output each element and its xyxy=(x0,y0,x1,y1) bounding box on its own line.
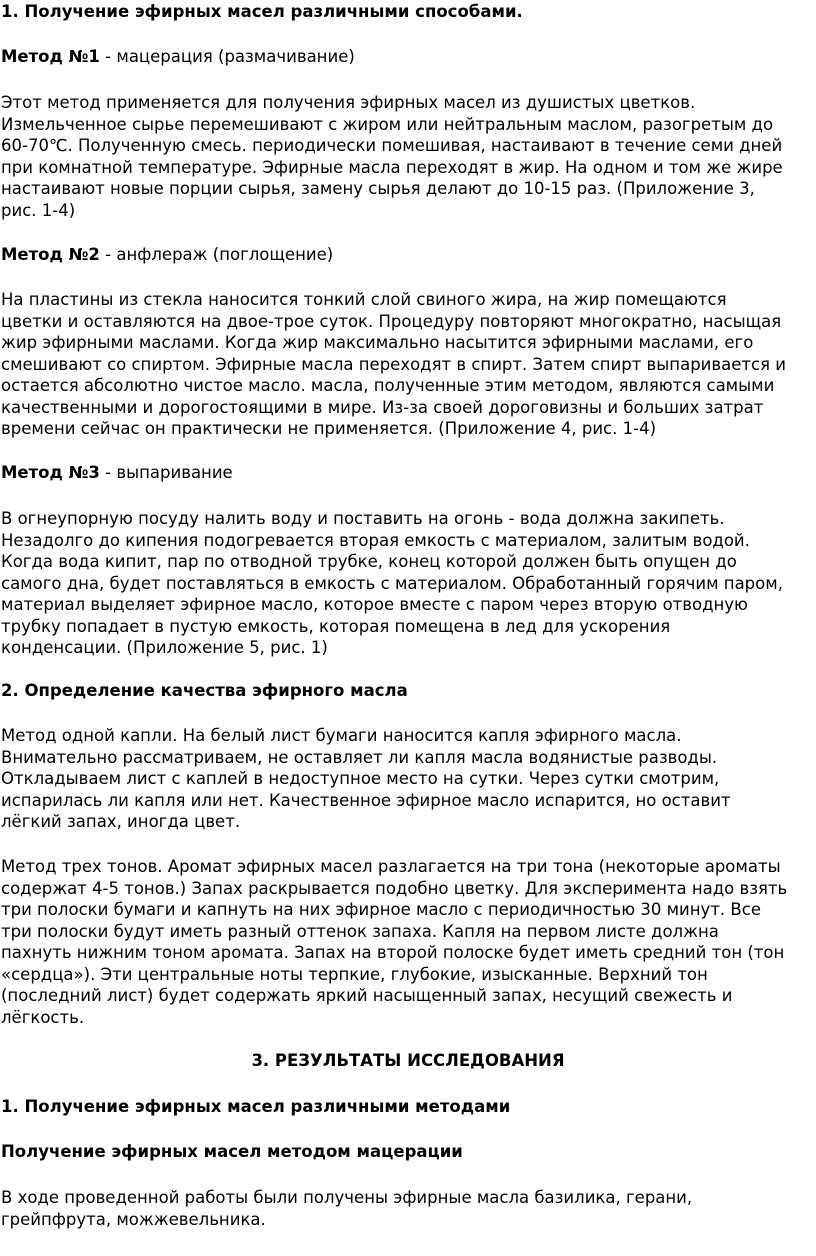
method-1-paragraph xyxy=(1,92,813,221)
text-line: самого дна, будет поставляться в емкость с материалом. Обработанный горячим паром, xyxy=(1,573,783,593)
text-line: пахнуть нижним тоном аромата. Запах на второй полоске будет иметь средний тон (тон xyxy=(1,943,785,962)
text-line: Метод трех тонов. Аромат эфирных масел разлагается на три тона (некоторые ароматы xyxy=(1,857,781,876)
method-2-heading xyxy=(1,244,813,266)
text-line: «сердца»). Эти центральные ноты терпкие, глубокие, изысканные. Верхний тон xyxy=(1,964,708,984)
text-line: 60-70℃. Полученную смесь. периодически помешивая, настаивают в течение семи дней xyxy=(1,136,783,155)
text-line: конденсации. (Приложение 5, рис. 1) xyxy=(1,638,328,657)
text-line: Метод одной капли. На белый лист бумаги наносится капля эфирного масла. xyxy=(1,726,682,745)
text-line: времени сейчас он практически не применяется. (Приложение 4, рис. 1-4) xyxy=(1,419,657,438)
method-1-label: Метод №1 xyxy=(1,47,100,66)
method-3-label: Метод №3 xyxy=(1,463,100,482)
text-line: три полоски бумаги и капнуть на них эфирное масло с периодичностью 30 минут. Все xyxy=(1,900,761,919)
text-line: остается абсолютно чистое масло. масла, полученные этим методом, являются самыми xyxy=(1,376,775,395)
text-line: смешивают со спиртом. Эфирные масла переходят в спирт. Затем спирт выпаривается и xyxy=(1,354,786,374)
text-line: На пластины из стекла наносится тонкий слой свиного жира, на жир помещаются xyxy=(1,290,727,309)
method-3-paragraph xyxy=(1,508,813,659)
results-subheading-methods: 1. Получение эфирных масел различными методами xyxy=(1,1097,511,1116)
text-line: грейпфрута, можжевельника. xyxy=(1,1209,266,1229)
text-line: (последний лист) будет содержать яркий насыщенный запах, несущий свежесть и xyxy=(1,986,733,1005)
section-2-heading: 2. Определение качества эфирного масла xyxy=(1,681,408,700)
text-line: Этот метод применяется для получения эфирных масел из душистых цветков. xyxy=(1,93,696,112)
text-line: материал выделяет эфирное масло, которое вместе с паром через вторую отводную xyxy=(1,595,748,614)
section-3-heading: 3. РЕЗУЛЬТАТЫ ИССЛЕДОВАНИЯ xyxy=(251,1051,565,1070)
text-line: испарилась ли капля или нет. Качественное эфирное масло испарится, но оставит xyxy=(1,790,731,810)
method-2-paragraph xyxy=(1,289,813,440)
one-drop-method-paragraph xyxy=(1,725,813,833)
text-line: В огнеупорную посуду налить воду и поставить на огонь - вода должна закипеть. xyxy=(1,509,725,528)
method-1-heading xyxy=(1,46,813,68)
method-2-label: Метод №2 xyxy=(1,245,100,264)
text-line: Измельченное сырье перемешивают с жиром или нейтральным маслом, разогретым до xyxy=(1,114,774,134)
text-line: трубку попадает в пустую емкость, которая помещена в лед для ускорения xyxy=(1,616,671,636)
method-1-name: - мацерация (размачивание) xyxy=(99,47,355,66)
text-line: содержат 4-5 тонов.) Запах раскрывается подобно цветку. Для эксперимента надо взять xyxy=(1,878,788,898)
text-line: Когда вода кипит, пар по отводной трубке, конец которой должен быть опущен до xyxy=(1,552,737,571)
text-line: жир эфирными маслами. Когда жир максимально насытится эфирными маслами, его xyxy=(1,333,754,352)
section-1-heading: 1. Получение эфирных масел различными способами. xyxy=(1,2,523,21)
text-line: при комнатной температуре. Эфирные масла переходят в жир. На одном и том же жире xyxy=(1,157,783,177)
text-line: три полоски будут иметь разный оттенок запаха. Капля на первом листе должна xyxy=(1,921,719,941)
text-line: лёгкий запах, иногда цвет. xyxy=(1,812,241,831)
method-3-name: - выпаривание xyxy=(99,463,233,482)
text-line: цветки и оставляются на двое-трое суток. Процедуру повторяют многократно, насыщая xyxy=(1,311,782,331)
method-3-heading xyxy=(1,462,813,484)
method-2-name: - анфлераж (поглощение) xyxy=(99,245,334,264)
text-line: Откладываем лист с каплей в недоступное место на сутки. Через сутки смотрим, xyxy=(1,769,720,788)
text-line: Незадолго до кипения подогревается вторая емкость с материалом, залитым водой. xyxy=(1,530,750,550)
text-line: В ходе проведенной работы были получены эфирные масла базилика, герани, xyxy=(1,1188,693,1207)
text-line: настаивают новые порции сырья, замену сырья делают до 10-15 раз. (Приложение 3, xyxy=(1,179,755,198)
results-subheading-maceration: Получение эфирных масел методом мацерации xyxy=(1,1142,463,1161)
three-tones-method-paragraph xyxy=(1,856,813,1028)
text-line: рис. 1-4) xyxy=(1,200,76,220)
results-paragraph xyxy=(1,1187,813,1230)
text-line: Внимательно рассматриваем, не оставляет ли капля масла водянистые разводы. xyxy=(1,747,718,767)
text-line: качественными и дорогостоящими в мире. Из-за своей дороговизны и больших затрат xyxy=(1,397,764,417)
text-line: лёгкость. xyxy=(1,1007,85,1027)
